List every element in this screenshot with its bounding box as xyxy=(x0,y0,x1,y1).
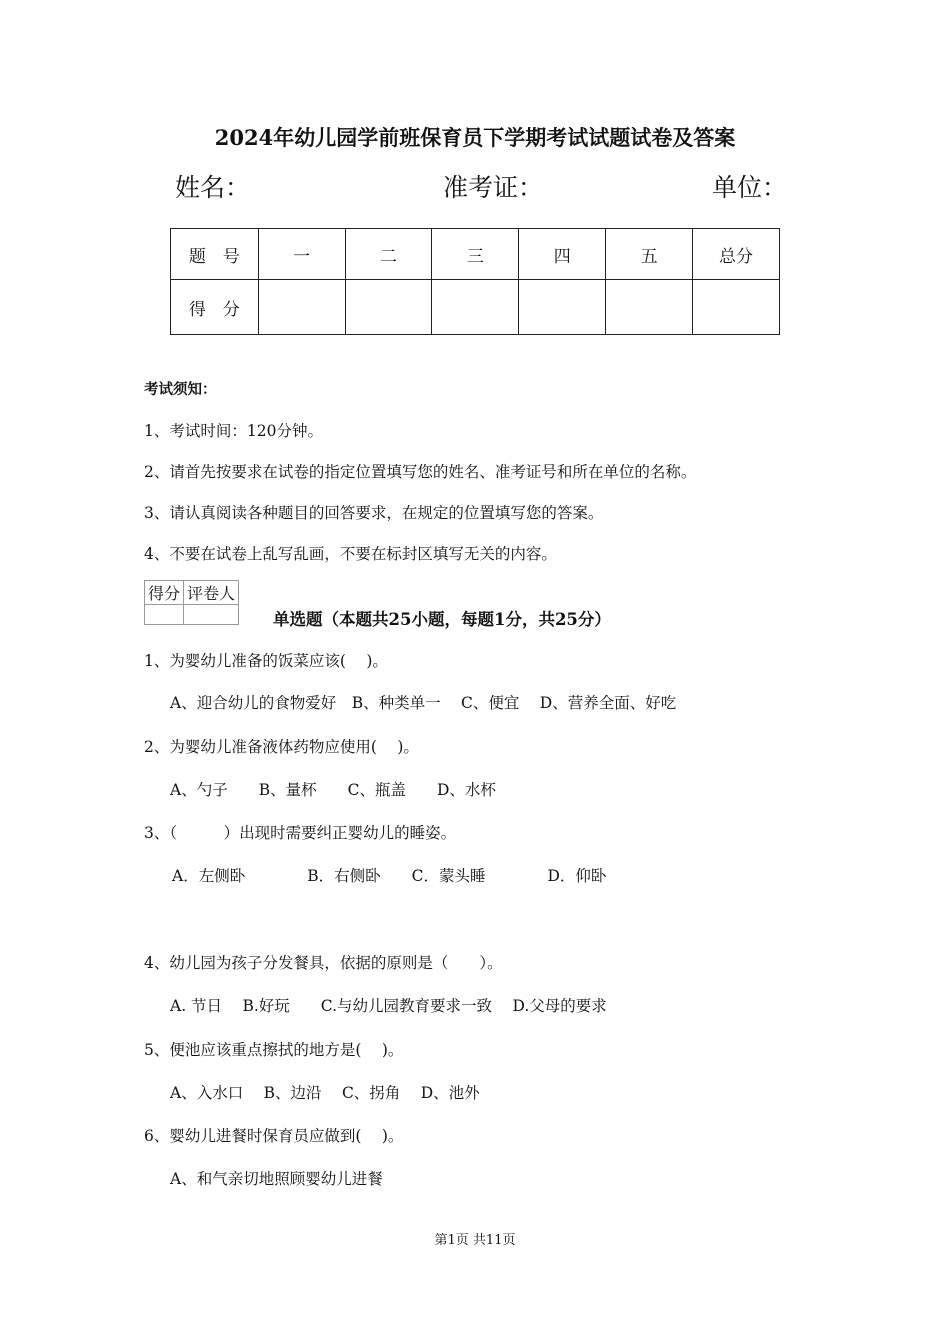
score-row-label: 得 分 xyxy=(171,280,259,335)
notice-heading: 考试须知： xyxy=(144,381,217,398)
score-cell[interactable] xyxy=(606,280,693,335)
score-table-header-cell: 五 xyxy=(606,229,693,280)
question-text: 5、便池应该重点擦拭的地方是( )。 xyxy=(144,1041,404,1059)
notice-item: 3、请认真阅读各种题目的回答要求，在规定的位置填写您的答案。 xyxy=(144,504,604,522)
name-field-label: 姓名： xyxy=(175,173,251,202)
score-cell[interactable] xyxy=(432,280,519,335)
score-cell[interactable] xyxy=(519,280,606,335)
exam-id-field-label: 准考证： xyxy=(443,173,544,202)
score-cell[interactable] xyxy=(345,280,432,335)
score-table-header-cell: 总分 xyxy=(693,229,780,280)
score-table xyxy=(170,228,780,335)
section-title: 单选题（本题共25小题，每题1分，共25分） xyxy=(273,610,611,629)
grader-reviewer-label: 评卷人 xyxy=(184,581,239,605)
question-text: 3、（ ）出现时需要纠正婴幼儿的睡姿。 xyxy=(144,824,457,842)
score-table-score-row xyxy=(171,280,780,335)
score-table-header-row xyxy=(171,229,780,280)
question-options: A. 节日 B.好玩 C.与幼儿园教育要求一致 D.父母的要求 xyxy=(170,997,607,1015)
grader-score-label: 得分 xyxy=(145,581,184,605)
unit-field-label: 单位： xyxy=(712,173,788,202)
question-options: A、和气亲切地照顾婴幼儿进餐 xyxy=(170,1170,383,1188)
score-table-header-cell: 四 xyxy=(519,229,606,280)
question-text: 1、为婴幼儿准备的饭菜应该( )。 xyxy=(144,652,388,670)
score-cell[interactable] xyxy=(258,280,345,335)
question-options: A、迎合幼儿的食物爱好 B、种类单一 C、便宜 D、营养全面、好吃 xyxy=(170,694,677,712)
question-options: A、入水口 B、边沿 C、拐角 D、池外 xyxy=(170,1084,480,1102)
score-table-header-cell: 三 xyxy=(432,229,519,280)
question-text: 4、幼儿园为孩子分发餐具，依据的原则是（ ）。 xyxy=(144,954,503,972)
page-title: 2024年幼儿园学前班保育员下学期考试试题试卷及答案 xyxy=(214,125,736,150)
question-options: A．左侧卧 B．右侧卧 C．蒙头睡 D．仰卧 xyxy=(172,867,607,885)
question-text: 6、婴幼儿进餐时保育员应做到( )。 xyxy=(144,1127,404,1145)
grader-score-cell[interactable] xyxy=(145,605,184,625)
notice-item: 1、考试时间：120分钟。 xyxy=(144,422,323,440)
score-table-header-cell: 二 xyxy=(345,229,432,280)
score-table-header-cell: 题 号 xyxy=(171,229,259,280)
grader-reviewer-cell[interactable] xyxy=(184,605,239,625)
notice-item: 2、请首先按要求在试卷的指定位置填写您的姓名、准考证号和所在单位的名称。 xyxy=(144,463,697,481)
question-text: 2、为婴幼儿准备液体药物应使用( )。 xyxy=(144,738,419,756)
score-table-header-cell: 一 xyxy=(258,229,345,280)
page-footer: 第1页 共11页 xyxy=(434,1233,516,1248)
grader-box xyxy=(144,580,239,625)
notice-item: 4、不要在试卷上乱写乱画，不要在标封区填写无关的内容。 xyxy=(144,545,557,563)
question-options: A、勺子 B、量杯 C、瓶盖 D、水杯 xyxy=(170,781,496,799)
score-cell[interactable] xyxy=(693,280,780,335)
